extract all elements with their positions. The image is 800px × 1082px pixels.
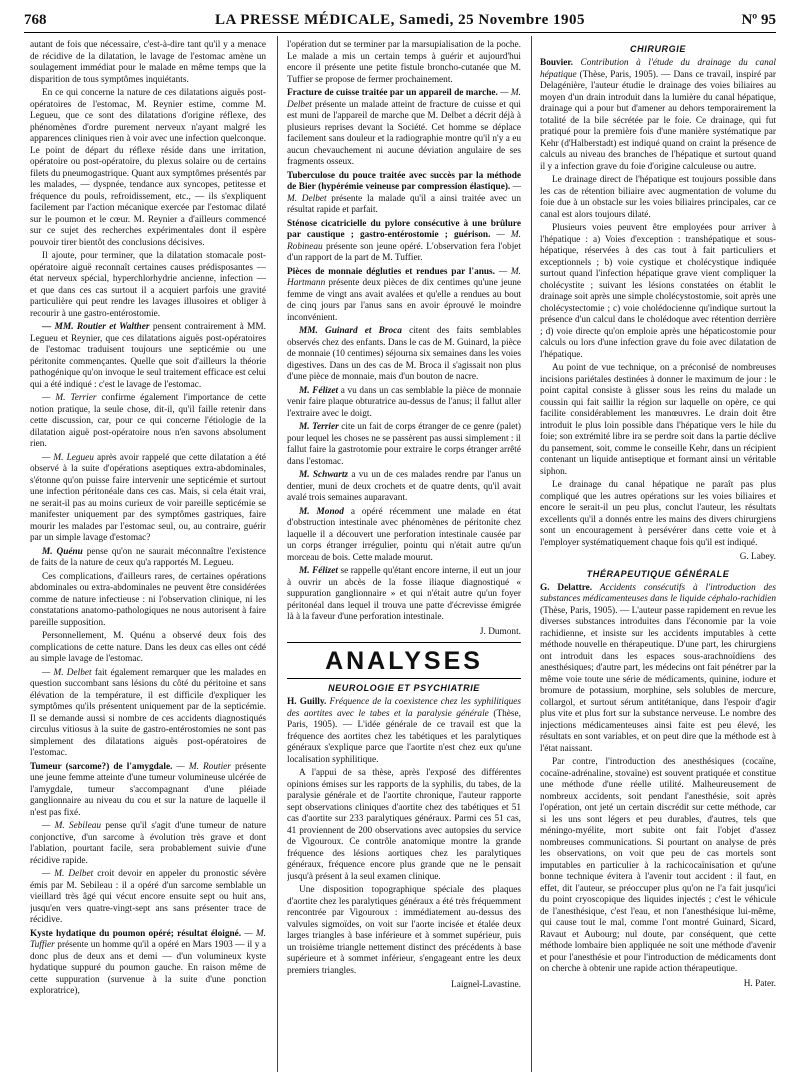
paragraph: Pièces de monnaie dégluties et rendues par l'anus. — M. Hartmann présente deux pièces de dix centimes qu'une jeune femme de vingt ans avait avalées et qu'elle a rendues au bout de cinq jours par l'anus sans en avoir éprouvé le moindre inconvénient. (287, 266, 521, 323)
issue-number: Nº 95 (741, 12, 776, 28)
paragraph: — M. Delbet fait également remarquer que les malades en question succombant sans lésions du côté du péritoine et sans élévation de la température, il est difficile d'expliquer les symptômes qu'ils présentent uniquement par de la septicémie. Il se demande aussi si nombre de ces accidents diagnostiqués circulus vitiosus à la suite de gastro-entérostomies ne sont pas simplement des dilatations aiguës post-opératoires de l'estomac. (30, 667, 266, 758)
paragraph: M. Terrier cite un fait de corps étranger de ce genre (palet) pour lequel les choses ne se passèrent pas aussi simplement : il fallut faire la gastrotomie pour extraire le corps étranger arrêté dans l'estomac. (287, 422, 521, 467)
speaker: M. Félizet (299, 385, 339, 396)
rubric-heading: NEUROLOGIE ET PSYCHIATRIE (328, 683, 480, 693)
paragraph: — M. Delbet croit devoir en appeler du pronostic sévère émis par M. Sebileau : il a opéré d'un sarcome semblable un vieillard très âgé qui vécut encore ensuite sept ou huit ans, jusqu'en vers quatre-vingt-sept ans sans présenter trace de récidive. (30, 869, 266, 925)
paragraph: — M. Legueu après avoir rappelé que cette dilatation a été observé à la suite d'opérations aseptiques extra-abdominales, s'étonne qu'on puisse faire intervenir une septicémie et surtout une infection péritonéale dans ces cas. Mais, si cela était vrai, ne serait-il pas au moins curieux de voir pareille septicémie se manifester uniquement par des symptômes gastriques, faire mourir les malades par l'estomac seul, ou, au contraire, guérir par un simple lavage d'estomac? (30, 452, 266, 543)
paragraph: — MM. Routier et Walther pensent contrairement à MM. Legueu et Reynier, que ces dilatations aiguës post-opératoires de l'estomac traduisent toujours une septicémie ou une péritonite commençantes. Quelle que soit d'ailleurs la théorie pathogénique qu'on invoque le seul traitement efficace est celui qui a été indiqué : c'est le lavage de l'estomac. (30, 322, 266, 390)
paragraph: Il ajoute, pour terminer, que la dilatation stomacale post-opératoire aiguë reconnaît certaines causes prédisposantes — état nerveux spécial, hyperchlorhydrie ancienne, infection — et que dans ces cas surtout il a acquiert parfois une gravité particulière qui peut rendre les lavages illusoires et obliger à recourir à une gastro-entérostomie. (30, 251, 266, 319)
speaker: M. Quénu (42, 546, 83, 557)
speaker: M. Félizet (299, 566, 338, 576)
speaker: — M. Sebileau (42, 821, 102, 831)
subheading: Tuberculose du pouce traitée avec succès par la méthode de Bier (hypérémie veineuse par compression élastique). (287, 170, 521, 192)
paragraph: Le drainage direct de l'hépatique est toujours possible dans les cas de rétention biliaire avec augmentation de volume du foie due à un obstacle sur les voies biliaires principales, car ce canal est alors toujours dilaté. (540, 175, 776, 220)
paragraph: M. Félizet a vu dans un cas semblable la pièce de monnaie venir faire plaque obturatrice au-dessus de l'anus; il fallut aller l'extraire avec le doigt. (287, 385, 521, 419)
abstract: H. Guilly. Fréquence de la coexistence chez les syphilitiques des aortites avec le tabes et la paralysie générale (Thèse, Paris, 1905). — L'idée générale de ce travail est que la fréquence des aortites chez les tabétiques et les paralytiques généraux s'explique parce que l'aortite n'est chez eux qu'une localisation syphilitique. (287, 697, 521, 765)
column-3 (540, 40, 776, 1072)
paragraph: Par contre, l'introduction des anesthésiques (cocaïne, cocaïne-adrénaline, stovaïne) est souvent pratiquée et constitue une méthode d'une réelle utilité. Malheureusement de nombreux accidents, soit pendant l'anesthésie, soit après l'opération, ont jeté un certain discrédit sur cette méthode, car si les uns sont légers et peu durables, d'autres, tels que méningo-myélite, mort subite ont fait l'objet d'assez nombreuses communications. Si pourtant on analyse de près les observations, on voit que peu de cas mortels sont imputables en particulier à la rachicocaïnisation et qu'une bonne technique évitera à l'avenir tout accident : il faut, en effet, dit l'auteur, se préoccuper plus qu'on ne l'a fait jusqu'ici du point cryoscopique des liquides injectés ; c'est le véhicule de l'anesthésique, c'est l'eau, et non l'anesthésique lui-même, qui cause tout le mal, comme l'ont montré Guinard, Sicard, Ravaut et Aubourg; nul doute, par conséquent, que cette méthode lombaire bien appliquée ne soit une méthode d'avenir et pour l'anesthésie et pour l'introduction de médicaments dont on cherche à obtenir une rapide action thérapeutique. (540, 757, 776, 974)
abstract-title: Accidents consécutifs à l'introduction des substances médicamenteuses dans le liquide céphalo-rachidien (540, 582, 776, 604)
column-divider (277, 36, 278, 1072)
author: Bouvier. (540, 58, 573, 68)
paragraph: A l'appui de sa thèse, après l'exposé des différentes opinions émises sur les rapports de la syphilis, du tabes, de la paralysie générale et de l'aortite chronique, l'auteur rapporte sept observations cliniques d'aortite chez des tabétiques et 51 cas d'aortite sur 233 paralytiques généraux. Parmi ces 51 cas, 41 proviennent de 200 observations avec autopsies du service de Vigouroux. Ce contrôle anatomique montre la grande fréquence des lésions aortiques chez les paralytiques généraux, fréquence encore plus grande que ne le pensait jusqu'à présent à la seul examen clinique. (287, 768, 521, 882)
section-title: ANALYSES (325, 647, 483, 675)
paragraph: Au point de vue technique, on a préconisé de nombreuses incisions pariétales destinées à donner le maximum de jour : le point capital consiste à glisser sous les reins du malade un coussin qui fait saillir la région sur laquelle on opère, ce qui facilite considérablement les manœuvres. Le drain doit être introduit le plus loin possible dans l'hépatique vers le hile du foie; son extrémité libre ira se perdre soit dans la partie déclive du pansement, soit, comme le conseille Kehr, dans un récipient contenant un liquide antiseptique et formant ainsi un véritable siphon. (540, 363, 776, 477)
column-divider (531, 36, 532, 1072)
paragraph: Le drainage du canal hépatique ne paraît pas plus compliqué que les autres opérations sur les voies biliaires et encore le serait-il un peu plus, conclut l'auteur, les résultats excellents qu'il a donnés entre les mains des divers chirurgiens sont un encouragement à persévérer dans cette voie et à l'employer systématiquement chaque fois qu'il est indiqué. (540, 480, 776, 548)
speaker: — M. Delbet (42, 667, 92, 678)
author: H. Guilly. (287, 697, 327, 707)
speaker: M. Schwartz (299, 470, 349, 480)
speaker: — MM. Routier et Walther (42, 322, 150, 332)
paragraph: Une disposition topographique spéciale des plaques d'aortite chez les paralytiques généraux a été très fréquemment rencontrée par Vigouroux : immédiatement au-dessus des valvules sigmoïdes, on voit sur l'aorte incisée et étalée deux larges triangles à base inférieure et à sommet supérieur, puis un troisième triangle nettement distinct des précédents à base supérieure et à sommet inférieur, s'engageant entre les deux premiers triangles. (287, 885, 521, 976)
paragraph: MM. Guinard et Broca citent des faits semblables observés chez des enfants. Dans le cas de M. Guinard, la pièce de monnaie (10 centimes) séjourna six semaines dans les voies digestives. Dans un des cas de M. Broca il s'agissait non plus d'une pièce de monnaie, mais d'un bouton de nacre. (287, 326, 521, 382)
section-rule (287, 642, 521, 643)
paragraph: — M. Sebileau pense qu'il s'agit d'une tumeur de nature conjonctive, d'un sarcome à évolution très grave et dont l'ablation, pourtant facile, sera probablement suivie d'une récidive rapide. (30, 821, 266, 866)
paragraph: Tumeur (sarcome?) de l'amygdale. — M. Routier présente une jeune femme atteinte d'une tumeur volumineuse ulcérée de l'amygdale, tumeur s'accompagnant d'une pléiade ganglionnaire au niveau du cou et sur la nature de laquelle il n'est pas fixé. (30, 761, 266, 818)
paragraph: Kyste hydatique du poumon opéré; résultat éloigné. — M. Tuffier présente un homme qu'il a opéré en Mars 1903 — il y a donc plus de deux ans et demi — d'un volumineux kyste hydatique suppuré du poumon gauche. En raison même de cette suppuration (survenue à la suite d'une ponction exploratrice), (30, 928, 266, 996)
section-rule (287, 678, 521, 679)
journal-title: LA PRESSE MÉDICALE, Samedi, 25 Novembre 1905 (214, 12, 586, 28)
page-header (24, 10, 776, 32)
paragraph: Plusieurs voies peuvent être employées pour arriver à l'hépatique : a) Voies d'exception : transhépatique et sous-hépatique, réservées à des cas tout à fait particuliers et exceptionnels ; b) voie cystique et cholécystique indiquée surtout quand l'infection hépatique grave vient compliquer la cholécystite ; suivant les lésions constatées on établit le drainage soit après une simple cholécystostomie, soit après une cholécystectomie ; c) voie cholédocienne qu'indique surtout la présence d'un calcul dans le cholédoque avec rétention derrière ; d) voie directe qu'on emploie après une hépaticostomie pour calculs ou lors d'une infection grave du foie avec dilatation de l'hépatique. (540, 223, 776, 360)
paragraph: M. Monod a opéré récemment une malade en état d'obstruction intestinale avec phénomènes de péritonite chez laquelle il a découvert une perforation intestinale causée par un corps étranger irrégulier, pointu qui n'était autre qu'un morceau de bois. Cette malade mourut. (287, 506, 521, 563)
rubric-heading: THÉRAPEUTIQUE GÉNÉRALE (586, 568, 730, 579)
paragraph: M. Félizet se rappelle qu'étant encore interne, il eut un jour à ouvrir un abcès de la fosse iliaque diagnostiqué « suppuration ganglionnaire » et qui n'était autre qu'un foyer péritonéal dans lequel il trouva une patte d'écrevisse émigrée là à la faveur d'une perforation intestinale. (287, 566, 521, 622)
abstract-title: Contribution à l'étude du drainage du canal hépatique (540, 58, 776, 80)
signature: H. Pater. (743, 978, 776, 989)
column-2 (287, 40, 521, 1072)
subheading: Tumeur (sarcome?) de l'amygdale. (30, 761, 173, 772)
paragraph: — M. Terrier confirme également l'importance de cette notion pratique, la seule chose, dit-il, qu'il faille retenir dans cette discussion, car, pour ce qui concerne l'étiologie de la dilatation aiguë post-opératoire nous n'en savons absolument rien. (30, 393, 266, 449)
abstract-title: Fréquence de la coexistence chez les syphilitiques des aortites avec le tabes et la paralysie générale (287, 697, 521, 719)
speaker: — M. Terrier (42, 393, 97, 403)
paragraph: M. Quénu pense qu'on ne saurait méconnaître l'existence de faits de la nature de ceux qu'a rapportés M. Legueu. (30, 546, 266, 568)
header-rule (24, 32, 776, 33)
paragraph: autant de fois que nécessaire, c'est-à-dire tant qu'il y a menace de récidive de la dilatation, le lavage de l'estomac amène un soulagement immédiat pour le malade en même temps que la disparition de tous symptômes inquiétants. (30, 40, 266, 85)
paragraph: M. Schwartz a vu un de ces malades rendre par l'anus un dentier, muni de deux crochets et de quatre dents, qu'il avait avalé trois semaines auparavant. (287, 470, 521, 503)
signature: G. Labey. (739, 552, 776, 562)
abstract: Bouvier. Contribution à l'étude du drainage du canal hépatique (Thèse, Paris, 1905). — Dans ce travail, inspiré par Delagénière, l'auteur étudie le drainage des voies biliaires au moyen d'un drain introduit dans la lumière du canal hépatique, drainage qui a pour but d'amener au dehors temporairement la totalité de la bile sécrétée par le foie. Ce drainage, qui fut pratiqué pour la première fois d'une manière systématique par Kehr (d'Halberstadt) est indiqué quand on craint la présence de calculs au niveau des branches de l'hépatique et surtout quand il y a infection grave du foie d'origine calculeuse ou autre. (540, 58, 776, 172)
author: G. Delattre. (540, 582, 593, 593)
speaker: MM. Guinard et Broca (299, 326, 402, 336)
speaker: — M. Delbet (42, 869, 94, 879)
signature: J. Dumont. (479, 626, 521, 637)
paragraph: Personnellement, M. Quénu a observé deux fois des complications de cette nature. Dans les deux cas elles ont cédé au simple lavage de l'estomac. (30, 631, 266, 664)
column-1 (30, 40, 266, 1072)
paragraph: Ces complications, d'ailleurs rares, de certaines opérations abdominales ou extra-abdominales ne peuvent être considérées comme de nature infectieuse : ni l'observation clinique, ni les constatations anatomo-pathologiques ne nous autorisent à faire pareille supposition. (30, 571, 266, 628)
paragraph: Tuberculose du pouce traitée avec succès par la méthode de Bier (hypérémie veineuse par compression élastique). — M. Delbet présente la malade qu'il a ainsi traitée avec un résultat rapide et parfait. (287, 170, 521, 215)
subheading: Fracture de cuisse traitée par un appareil de marche. (287, 88, 498, 98)
signature: Laignel-Lavastine. (451, 980, 521, 990)
abstract: G. Delattre. Accidents consécutifs à l'introduction des substances médicamenteuses dans le liquide céphalo-rachidien (Thèse, Paris, 1905). — L'auteur passe rapidement en revue les diverses substances introduites dans l'économie par la voie rachidienne, et insiste sur les accidents imputables à cette méthode nouvelle en thérapeutique. D'une part, les chirurgiens ont introduit dans les espaces sous-arachnoïdiens des anesthésiques; d'autre part, les médecins ont fait pénétrer par la même voie toute une série de médicaments, quinine, iodure et bromure de potassium, morphine, sels solubles de mercure, collargol, et surtout sérum antitétanique, dans l'espoir d'agir plus vite et plus fort sur la substance nerveuse. Le nombre des injections médicamenteuses ainsi faite est peu élevé, les résultats en sont variables, et on peut dire que la méthode est à l'état naissant. (540, 582, 776, 754)
subheading: Sténose cicatricielle du pylore consécutive à une brûlure par caustique ; gastro-entérostomie ; guérison. (287, 218, 521, 240)
subheading: Kyste hydatique du poumon opéré; résultat éloigné. (30, 928, 242, 939)
paragraph: Fracture de cuisse traitée par un appareil de marche. — M. Delbet présente un malade atteint de fracture de cuisse et qui est muni de l'appareil de marche que M. Delbet a décrit déjà à plusieurs reprises devant la Société. Cet homme se déplace facilement sans douleur et la radiographie montre qu'il n'y a eu aucun chevauchement ni aucune déviation angulaire de ses fragments osseux. (287, 88, 521, 167)
rubric-heading: CHIRURGIE (630, 44, 686, 54)
speaker: M. Terrier (299, 422, 339, 432)
page-number: 768 (24, 12, 47, 28)
paragraph: En ce qui concerne la nature de ces dilatations aiguës post-opératoires de l'estomac, M. Reynier estime, comme M. Legueu, que ce sont des dilatations d'origine réflexe, des phénomènes d'ordre purement nerveux n'ayant malgré les apparences cliniques rien à voir avec une infection quelconque. Le point de départ du réflexe réside dans une irritation, opératoire ou post-opératoire, du plexus solaire ou de certains filets du pneumogastrique. Quant aux symptômes présentés par les malades, — dyspnée, tendance aux syncopes, petitesse et fréquence du pouls, refroidissement, etc., — ils s'expliquent facilement par l'action mécanique exercée par l'estomac dilaté sur le poumon et le cœur. M. Reynier a d'ailleurs commencé sur ce sujet des recherches expérimentales dont il espère pouvoir tirer bientôt des conclusions décisives. (30, 88, 266, 248)
paragraph: Sténose cicatricielle du pylore consécutive à une brûlure par caustique ; gastro-entérostomie ; guérison. — M. Robineau présente son jeune opéré. L'observation fera l'objet d'un rapport de la part de M. Tuffier. (287, 218, 521, 263)
subheading: Pièces de monnaie dégluties et rendues par l'anus. (287, 266, 496, 277)
paragraph: l'opération dut se terminer par la marsupialisation de la poche. Le malade a mis un certain temps à guérir et aujourd'hui encore il présente une petite fistule broncho-cutanée que M. Tuffier se propose de fermer prochainement. (287, 40, 521, 85)
speaker: — M. Legueu (42, 452, 94, 463)
speaker: M. Monod (299, 506, 344, 517)
